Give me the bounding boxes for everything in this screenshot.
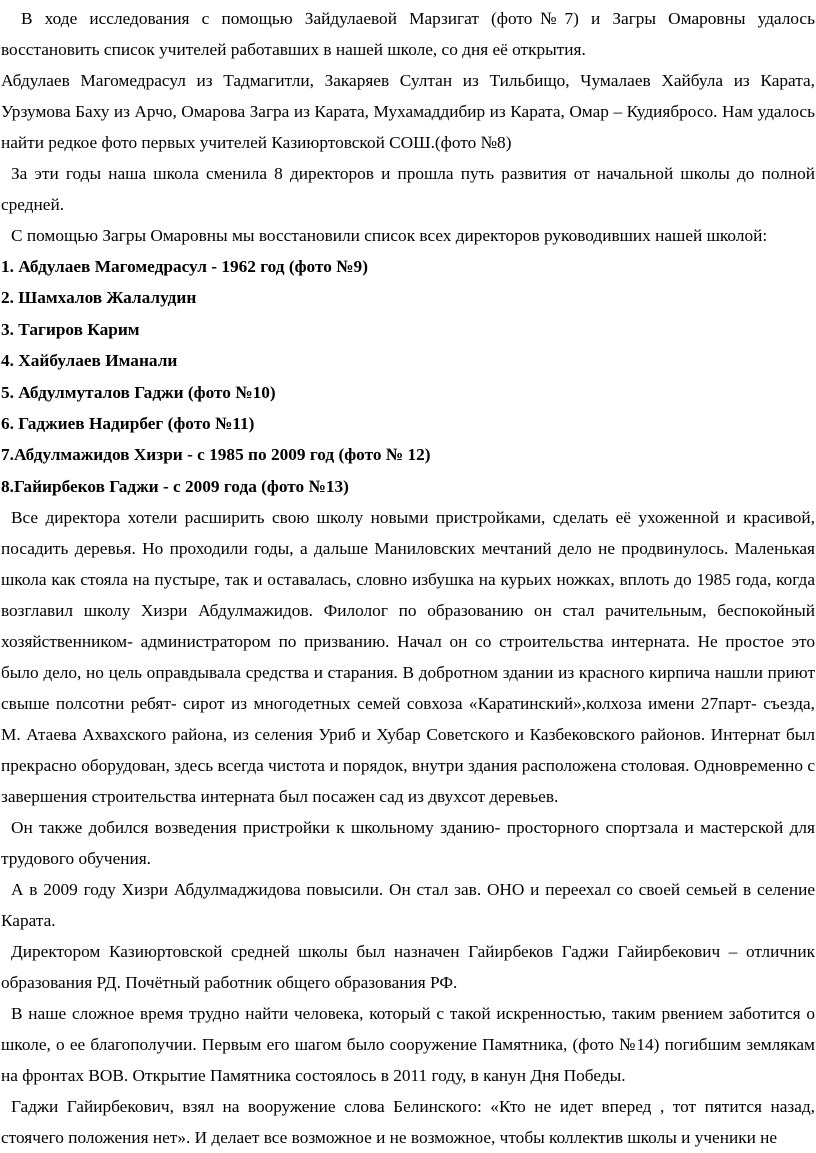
paragraph-directors-restore: С помощью Загры Омаровны мы восстановили список всех директоров руководивших нашей школой: <box>11 226 768 245</box>
director-item-5: 5. Абдулмуталов Гаджи (фото №10) <box>1 382 276 402</box>
paragraph-belinsky-quote: Гаджи Гайирбекович, взял на вооружение слова Белинского: «Кто не идет вперед , тот пятится назад, стоячего положения нет». И делает все возможное и не возможное, чтобы коллектив школы и ученики не <box>1 1097 815 1148</box>
director-item-4: 4. Хайбулаев Иманали <box>1 351 178 371</box>
paragraph-promotion: А в 2009 году Хизри Абдулмаджидова повысили. Он стал зав. ОНО и переехал со своей семьей в селение Карата. <box>1 880 815 931</box>
director-item-2: 2. Шамхалов Жалалудин <box>1 288 197 308</box>
director-item-7: 7.Абдулмажидов Хизри - с 1985 по 2009 год (фото № 12) <box>1 445 431 465</box>
directors-list <box>1 251 815 502</box>
director-item-3: 3. Тагиров Карим <box>1 319 140 339</box>
paragraph-directors-intro: За эти годы наша школа сменила 8 директоров и прошла путь развития от начальной школы до полной средней. <box>1 164 815 214</box>
paragraph-teachers-list: Абдулаев Магомедрасул из Тадмагитли, Закаряев Султан из Тильбищо, Чумалаев Хайбула из Карата, Урзумова Баху из Арчо, Омарова Загра из Карата, Мухамаддибир из Карата, Омар – Кудиябросо. Нам удалось найти редкое фото первых учителей Казиюртовской СОШ.(фото №8) <box>1 71 815 152</box>
director-item-8: 8.Гайирбеков Гаджи - с 2009 года (фото №13) <box>1 476 349 496</box>
paragraph-teachers-intro: В ходе исследования с помощью Зайдулаевой Марзигат (фото№7) и Загры Омаровны удалось восстановить список учителей работавших в нашей школе, со дня её открытия. <box>1 9 815 59</box>
director-item-1: 1. Абдулаев Магомедрасул - 1962 год (фото №9) <box>1 257 368 276</box>
paragraph-new-director: Директором Казиюртовской средней школы был назначен Гайирбеков Гаджи Гайирбекович – отличник образования РД. Почётный работник общего образования РФ. <box>1 942 815 993</box>
paragraph-monument: В наше сложное время трудно найти человека, который с такой искренностью, таким рвением заботится о школе, о ее благополучии. Первым его шагом было сооружение Памятника, (фото №14) погибшим землякам на фронтах ВОВ. Открытие Памятника состоялось в 2011 году, в канун Дня Победы. <box>1 1004 815 1086</box>
paragraph-boarding-school: Все директора хотели расширить свою школу новыми пристройками, сделать её ухоженной и красивой, посадить деревья. Но проходили годы, а дальше Маниловских мечтаний дело не продвинулось. Маленькая школа как стояла на пустыре, так и оставалась, словно избушка на курьих ножках, вплоть до 1985 года, когда возглавил школу Хизри Абдулмажидов. Филолог по образованию он стал рачительным, беспокойный хозяйственником- администратором по призванию. Начал он со строительства интерната. Не простое это было дело, но цель оправдывала средства и старания. В добротном здании из красного кирпича нашли приют свыше полсотни ребят- сирот из многодетных семей совхоза «Каратинский»,колхоза имени 27парт- съезда, М. Атаева Ахвахского района, из селения Уриб и Хубар Советского и Казбековского районов. Интернат был прекрасно оборудован, здесь всегда чистота и порядок, внутри здания расположена столовая. Одновременно с завершения строительства интерната был посажен сад из двухсот деревьев. <box>1 508 815 807</box>
document-page <box>0 3 816 1153</box>
director-item-6: 6. Гаджиев Надирбег (фото №11) <box>1 414 255 434</box>
paragraph-gym-workshop: Он также добился возведения пристройки к школьному зданию- просторного спортзала и мастерской для трудового обучения. <box>1 818 815 869</box>
